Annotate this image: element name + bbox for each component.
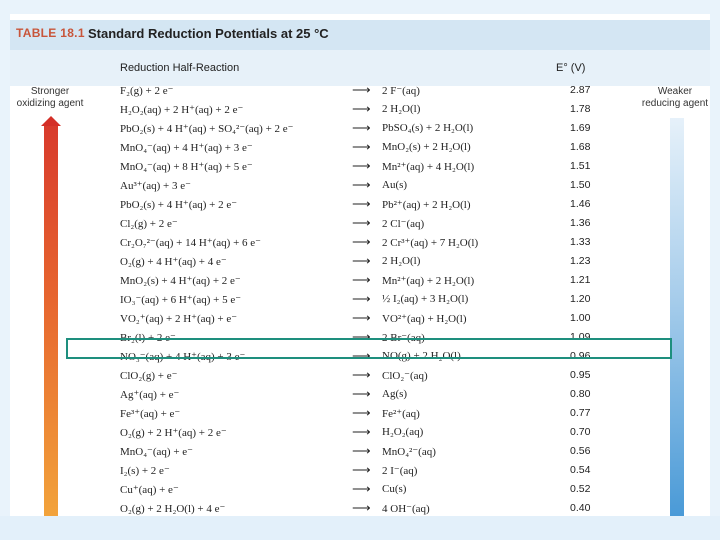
arrow-right-icon: ⟶ [352,139,371,154]
reaction-right: Fe²⁺(aq) [382,408,420,420]
arrow-right-icon: ⟶ [352,462,371,477]
reaction-right: MnO₂(s) + 2 H₂O(l) [382,141,471,153]
bottom-strip [0,516,720,540]
potential-value: 1.68 [570,141,591,153]
reaction-right: 2 H₂O(l) [382,255,421,267]
reaction-left: MnO₄⁻(aq) + 8 H⁺(aq) + 5 e⁻ [120,161,253,173]
reaction-left: MnO₄⁻(aq) + 4 H⁺(aq) + 3 e⁻ [120,142,253,154]
reaction-right: 2 Cr³⁺(aq) + 7 H₂O(l) [382,237,479,249]
reaction-right: 4 OH⁻(aq) [382,503,430,515]
reaction-left: O₂(g) + 2 H₂O(l) + 4 e⁻ [120,503,226,515]
arrow-right-icon: ⟶ [352,310,371,325]
table-row [10,424,710,443]
arrow-right-icon: ⟶ [352,367,371,382]
table-row [10,310,710,329]
reaction-right: PbSO₄(s) + 2 H₂O(l) [382,122,474,134]
reaction-right: Cu(s) [382,483,407,495]
table-header [10,50,710,86]
reaction-left: IO₃⁻(aq) + 6 H⁺(aq) + 5 e⁻ [120,294,242,306]
reaction-right: ClO₂⁻(aq) [382,370,428,382]
reaction-right: Ag(s) [382,388,408,400]
table-row [10,367,710,386]
reaction-left: VO₂⁺(aq) + 2 H⁺(aq) + e⁻ [120,313,238,325]
table-row [10,253,710,272]
arrow-right-icon: ⟶ [352,101,371,116]
potential-value: 0.96 [570,350,591,362]
table-row [10,177,710,196]
arrow-right-icon: ⟶ [352,272,371,287]
reaction-left: PbO₂(s) + 4 H⁺(aq) + 2 e⁻ [120,199,238,211]
potential-value: 1.00 [570,312,591,324]
arrow-right-icon: ⟶ [352,196,371,211]
reaction-right: 2 Cl⁻(aq) [382,218,425,230]
table-page [10,14,710,516]
potential-value: 0.95 [570,369,591,381]
reaction-right: Pb²⁺(aq) + 2 H₂O(l) [382,199,471,211]
arrow-right-icon: ⟶ [352,348,371,363]
reaction-left: MnO₄⁻(aq) + e⁻ [120,446,193,458]
arrow-right-icon: ⟶ [352,215,371,230]
reaction-left: Cr₂O₇²⁻(aq) + 14 H⁺(aq) + 6 e⁻ [120,237,261,249]
potential-value: 1.51 [570,160,591,172]
potential-value: 1.23 [570,255,591,267]
arrow-right-icon: ⟶ [352,120,371,135]
potential-value: 1.78 [570,103,591,115]
table-row [10,158,710,177]
potential-value: 1.33 [570,236,591,248]
arrow-right-icon: ⟶ [352,234,371,249]
reaction-right: Mn²⁺(aq) + 4 H₂O(l) [382,161,475,173]
reaction-left: ClO₂(g) + e⁻ [120,370,178,382]
arrow-right-icon: ⟶ [352,329,371,344]
reaction-right: 2 F⁻(aq) [382,85,420,97]
potential-value: 0.40 [570,502,591,514]
reaction-right: Mn²⁺(aq) + 2 H₂O(l) [382,275,475,287]
table-title: Standard Reduction Potentials at 25 °C [88,26,329,41]
reaction-left: F₂(g) + 2 e⁻ [120,85,174,97]
reaction-left: I₂(s) + 2 e⁻ [120,465,170,477]
reaction-left: Fe³⁺(aq) + e⁻ [120,408,181,420]
table-row [10,215,710,234]
potential-value: 0.52 [570,483,591,495]
potential-value: 1.46 [570,198,591,210]
arrow-right-icon: ⟶ [352,386,371,401]
arrow-right-icon: ⟶ [352,82,371,97]
table-row [10,196,710,215]
reaction-left: NO₃⁻(aq) + 4 H⁺(aq) + 3 e⁻ [120,351,246,363]
table-label: TABLE 18.1 [16,26,85,40]
weaker-reducing-label: Weaker reducing agent [641,86,709,109]
table-row [10,272,710,291]
reaction-left: MnO₂(s) + 4 H⁺(aq) + 2 e⁻ [120,275,241,287]
reaction-left: Br₂(l) + 2 e⁻ [120,332,176,344]
reaction-left: O₂(g) + 4 H⁺(aq) + 4 e⁻ [120,256,227,268]
potential-value: 0.80 [570,388,591,400]
table-row [10,500,710,516]
reaction-left: PbO₂(s) + 4 H⁺(aq) + SO₄²⁻(aq) + 2 e⁻ [120,123,294,135]
reaction-right: 2 I⁻(aq) [382,465,418,477]
table-row [10,405,710,424]
arrow-right-icon: ⟶ [352,424,371,439]
reaction-right: 2 Br⁻(aq) [382,332,425,344]
potential-value: 1.21 [570,274,591,286]
table-row [10,291,710,310]
potential-value: 0.70 [570,426,591,438]
potential-value: 1.69 [570,122,591,134]
arrow-right-icon: ⟶ [352,291,371,306]
potential-value: 0.77 [570,407,591,419]
table-row [10,443,710,462]
reaction-left: O₂(g) + 2 H⁺(aq) + 2 e⁻ [120,427,227,439]
table-row [10,386,710,405]
arrow-right-icon: ⟶ [352,481,371,496]
table-row [10,481,710,500]
arrow-right-icon: ⟶ [352,443,371,458]
table-row [10,139,710,158]
reaction-left: Ag⁺(aq) + e⁻ [120,389,180,401]
highlight-box [66,338,672,359]
table-row [10,462,710,481]
reaction-right: VO²⁺(aq) + H₂O(l) [382,313,467,325]
table-row [10,120,710,139]
reaction-right: NO(g) + 2 H₂O(l) [382,350,461,362]
reaction-right: 2 H₂O(l) [382,103,421,115]
potential-value: 1.50 [570,179,591,191]
table-row [10,234,710,253]
reaction-left: H₂O₂(aq) + 2 H⁺(aq) + 2 e⁻ [120,104,244,116]
reaction-right: H₂O₂(aq) [382,426,424,438]
arrow-right-icon: ⟶ [352,253,371,268]
reaction-right: Au(s) [382,179,408,191]
table-row [10,101,710,120]
potential-value: 2.87 [570,84,591,96]
table-title-bar [10,20,710,50]
column-header-potential: E° (V) [556,62,586,74]
potential-value: 1.20 [570,293,591,305]
reaction-right: ½ I₂(aq) + 3 H₂O(l) [382,293,469,305]
reaction-left: Au³⁺(aq) + 3 e⁻ [120,180,191,192]
potential-value: 1.36 [570,217,591,229]
reaction-left: Cu⁺(aq) + e⁻ [120,484,179,496]
reaction-right: MnO₄²⁻(aq) [382,446,436,458]
column-header-reaction: Reduction Half-Reaction [120,62,240,74]
arrow-right-icon: ⟶ [352,405,371,420]
arrow-right-icon: ⟶ [352,158,371,173]
reaction-left: Cl₂(g) + 2 e⁻ [120,218,178,230]
arrow-right-icon: ⟶ [352,500,371,515]
arrow-right-icon: ⟶ [352,177,371,192]
table-row [10,82,710,101]
stronger-oxidizing-label: Stronger oxidizing agent [16,86,84,109]
potential-value: 0.54 [570,464,591,476]
potential-value: 0.56 [570,445,591,457]
potential-value: 1.09 [570,331,591,343]
